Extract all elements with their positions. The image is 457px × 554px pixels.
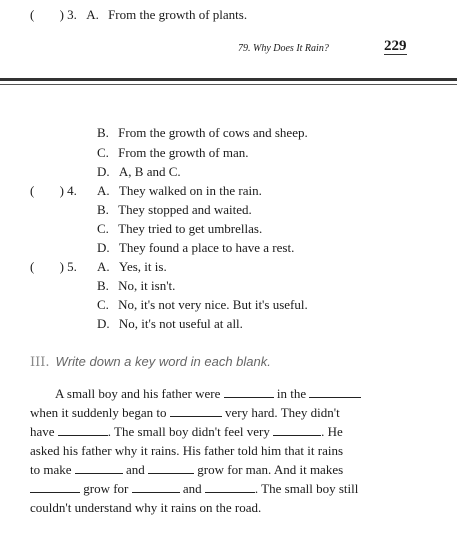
page-divider-thin — [0, 84, 457, 85]
option-letter: A. — [97, 183, 110, 198]
option-3b — [97, 124, 308, 142]
page-number: 229 — [384, 38, 407, 54]
passage-text: have — [30, 424, 55, 439]
option-4d — [97, 239, 294, 257]
option-4a — [97, 182, 262, 200]
passage-text: asked his father why it rains. His father told him that it rains — [30, 443, 344, 458]
option-4c — [97, 220, 262, 238]
passage-line-4 — [30, 441, 343, 460]
question-4-paren — [30, 182, 77, 200]
option-text: No, it isn't. — [118, 278, 176, 293]
option-letter: C. — [97, 221, 109, 236]
answer-paren: ( — [30, 183, 35, 198]
option-5b — [97, 277, 175, 295]
passage-line-6 — [30, 479, 358, 498]
option-letter: D. — [97, 316, 110, 331]
option-text: From the growth of plants. — [108, 7, 248, 22]
option-letter: B. — [97, 278, 109, 293]
option-text: They found a place to have a rest. — [118, 240, 295, 255]
option-3c — [97, 144, 249, 162]
answer-paren: ( — [30, 259, 35, 274]
question-number: ) 5. — [59, 259, 77, 274]
section-number: III. — [30, 355, 50, 370]
option-letter: A. — [86, 7, 99, 22]
passage-line-7 — [30, 498, 261, 517]
passage-line-1 — [55, 384, 361, 403]
option-text: No, it's not very nice. But it's useful. — [118, 297, 308, 312]
page-divider — [0, 78, 457, 81]
passage-text: in the — [276, 386, 307, 401]
passage-text: when it suddenly began to — [30, 405, 167, 420]
passage-text: A small boy and his father were — [55, 386, 221, 401]
passage-text: . The small boy didn't feel very — [107, 424, 270, 439]
answer-paren: ( — [30, 7, 35, 22]
section-title: Write down a key word in each blank. — [55, 354, 271, 369]
passage-text: grow for man. And it makes — [197, 462, 344, 477]
answer-blank[interactable] — [58, 424, 108, 436]
option-text: Yes, it is. — [118, 259, 167, 274]
passage-line-2 — [30, 403, 340, 422]
option-text: No, it's not useful at all. — [118, 316, 243, 331]
answer-blank[interactable] — [132, 481, 180, 493]
option-text: They walked on in the rain. — [118, 183, 262, 198]
option-text: A, B and C. — [118, 164, 181, 179]
option-letter: D. — [97, 240, 110, 255]
passage-text: . He — [321, 424, 343, 439]
answer-blank[interactable] — [148, 462, 194, 474]
passage-text: grow for — [83, 481, 129, 496]
question-3-line — [30, 6, 247, 24]
option-letter: C. — [97, 297, 109, 312]
passage-text: very hard. They didn't — [224, 405, 340, 420]
answer-blank[interactable] — [30, 481, 80, 493]
option-text: They stopped and waited. — [118, 202, 252, 217]
passage-text: and — [126, 462, 145, 477]
option-letter: B. — [97, 202, 109, 217]
passage-text: to make — [30, 462, 72, 477]
answer-blank[interactable] — [224, 386, 274, 398]
answer-blank[interactable] — [309, 386, 361, 398]
question-number: ) 4. — [59, 183, 77, 198]
option-text: From the growth of cows and sheep. — [118, 125, 308, 140]
option-text: From the growth of man. — [118, 145, 249, 160]
option-letter: A. — [97, 259, 110, 274]
option-letter: B. — [97, 125, 109, 140]
answer-blank[interactable] — [75, 462, 123, 474]
option-5d — [97, 315, 243, 333]
option-4b — [97, 201, 252, 219]
passage-line-3 — [30, 422, 343, 441]
option-letter: D. — [97, 164, 110, 179]
answer-blank[interactable] — [273, 424, 321, 436]
answer-blank[interactable] — [170, 405, 222, 417]
answer-blank[interactable] — [205, 481, 255, 493]
passage-line-5 — [30, 460, 343, 479]
question-5-paren — [30, 258, 77, 276]
section-heading — [30, 354, 271, 370]
option-3d — [97, 163, 181, 181]
question-number: ) 3. — [59, 7, 77, 22]
option-5c — [97, 296, 308, 314]
option-text: They tried to get umbrellas. — [118, 221, 263, 236]
option-letter: C. — [97, 145, 109, 160]
passage-text: . The small boy still — [254, 481, 359, 496]
passage-text: couldn't understand why it rains on the road. — [30, 500, 262, 515]
passage-text: and — [182, 481, 202, 496]
option-5a — [97, 258, 167, 276]
running-title: 79. Why Does It Rain? — [238, 43, 329, 54]
